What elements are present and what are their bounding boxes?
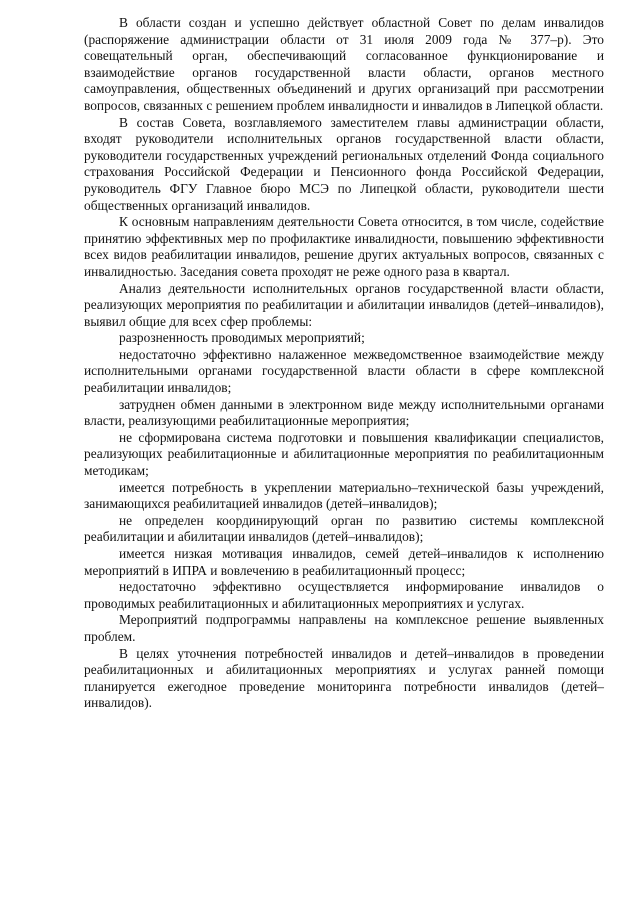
problem-item: затруднен обмен данными в электронном виде между исполнительными органами власти, реализующими реабилитационные мероприятия;	[84, 396, 604, 429]
paragraph-subprogram-measures: Мероприятий подпрограммы направлены на комплексное решение выявленных проблем.	[84, 612, 604, 644]
paragraph-analysis-intro: Анализ деятельности исполнительных органов государственной власти области, реализующих мероприятия по реабилитации и абилитации инвалидов (детей–инвалидов), выявил общие для всех сфер проблемы:	[84, 280, 604, 329]
paragraph-monitoring: В целях уточнения потребностей инвалидов и детей–инвалидов в проведении реабилитационных и абилитационных мероприятиях и услугах ранней помощи планируется ежегодное проведение мониторинга потребности инвалидов (детей–инвалидов).	[84, 645, 604, 711]
paragraph-council-composition: В состав Совета, возглавляемого заместителем главы администрации области, входят руководители исполнительных органов государственной власти области, руководители государственных учреждений региональных отделений Фонда социального страхования Российской Федерации и Пенсионного фонда Российской Федерации, руководитель ФГУ Главное бюро МСЭ по Липецкой области, руководители шести общественных организаций инвалидов.	[84, 114, 604, 213]
problem-item: не определен координирующий орган по развитию системы комплексной реабилитации и абилитации инвалидов (детей–инвалидов);	[84, 512, 604, 545]
problem-item: не сформирована система подготовки и повышения квалификации специалистов, реализующих реабилитационные и абилитационные мероприятия по реабилитационным методикам;	[84, 429, 604, 479]
problem-item: имеется потребность в укреплении материально–технической базы учреждений, занимающихся реабилитацией инвалидов (детей–инвалидов);	[84, 479, 604, 512]
paragraph-council-created: В области создан и успешно действует областной Совет по делам инвалидов (распоряжение администрации области от 31 июля 2009 года № 377–р). Это совещательный орган, обеспечивающий согласованное функционирование и взаимодействие органов государственной власти области, органов местного самоуправления, общественных объединений и других организаций при рассмотрении вопросов, связанных с решением проблем инвалидности и инвалидов в Липецкой области.	[84, 15, 604, 113]
problem-item: недостаточно эффективно осуществляется информирование инвалидов о проводимых реабилитационных и абилитационных мероприятиях и услугах.	[84, 579, 604, 611]
problem-item: имеется низкая мотивация инвалидов, семей детей–инвалидов к исполнению мероприятий в ИПРА и вовлечению в реабилитационный процесс;	[84, 546, 604, 578]
paragraph-council-directions: К основным направлениям деятельности Совета относится, в том числе, содействие принятию эффективных мер по профилактике инвалидности, повышению эффективности всех видов реабилитации инвалидов, решение других актуальных вопросов, связанных с инвалидностью. Заседания совета проходят не реже одного раза в квартал.	[84, 214, 604, 279]
document-page	[84, 15, 604, 712]
problem-item: разрозненность проводимых мероприятий;	[119, 330, 365, 346]
problem-item: недостаточно эффективно налаженное межведомственное взаимодействие между исполнительными органами государственной власти области в сфере комплексной реабилитации инвалидов;	[84, 346, 604, 396]
